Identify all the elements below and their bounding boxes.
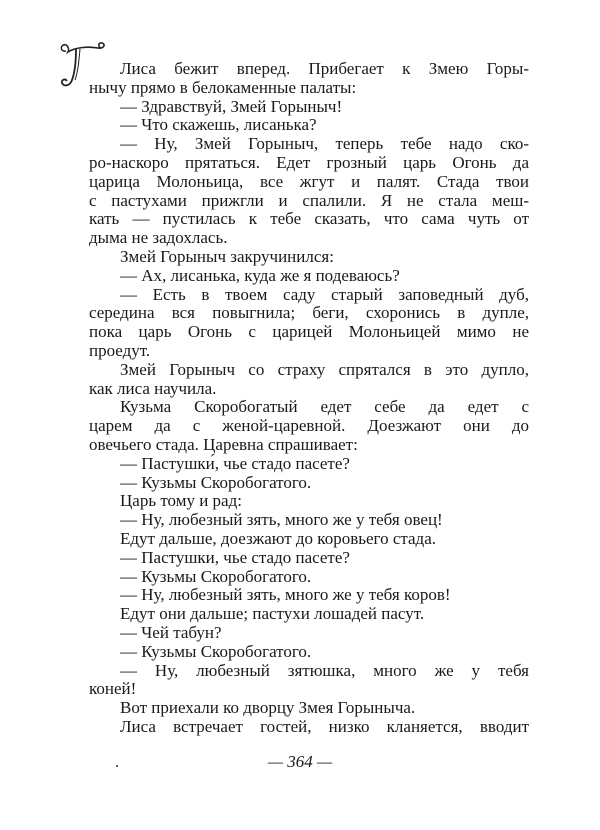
text-line: ро-наскоро прятаться. Едет грозный царь Огонь да	[89, 152, 529, 172]
text-line: Змей Горыныч со страху спрятался в это дупло,	[120, 359, 529, 379]
text-line: — Есть в твоем саду старый заповедный дуб,	[120, 284, 529, 304]
text-line: — Кузьмы Скоробогатого.	[120, 566, 312, 586]
text-line: — Чей табун?	[120, 622, 222, 642]
text-line: царем да с женой-царевной. Доезжают они до	[89, 416, 529, 436]
text-line: проедут.	[89, 340, 151, 360]
text-line: Кузьма Скоробогатый едет себе да едет с	[120, 397, 529, 417]
text-line: — Кузьмы Скоробогатого.	[120, 472, 312, 492]
text-line: нычу прямо в белокаменные палаты:	[89, 77, 357, 97]
text-line: Змей Горыныч закручинился:	[120, 246, 334, 266]
text-line: кать — пустилась к тебе сказать, что сама чуть от	[89, 209, 529, 229]
text-line: Лиса бежит вперед. Прибегает к Змею Горы-	[120, 59, 529, 78]
text-line: — Ну, Змей Горыныч, теперь тебе надо ско-	[120, 134, 529, 154]
text-line: царица Молоньица, все жгут и палят. Стада твои	[89, 171, 529, 191]
text-line: Едут они дальше; пастухи лошадей пасут.	[120, 604, 425, 624]
text-line: Лиса встречает гостей, низко кланяется, вводит	[120, 716, 529, 736]
body-text	[89, 60, 529, 737]
text-line: коней!	[89, 679, 137, 699]
text-line: с пастухами прижгли и спалили. Я не стала меш-	[89, 190, 529, 210]
text-line: — Ну, любезный зятюшка, много же у тебя	[120, 660, 529, 680]
text-line: — Ну, любезный зять, много же у тебя овец!	[120, 510, 443, 530]
text-line: — Здравствуй, Змей Горыныч!	[120, 96, 343, 116]
page-number: — 364 —	[267, 752, 333, 771]
text-line: овечьего стада. Царевна спрашивает:	[89, 434, 358, 454]
text-line: — Ах, лисанька, куда же я подеваюсь?	[120, 265, 400, 285]
text-line: как лиса научила.	[89, 378, 217, 398]
text-line: дыма не задохлась.	[89, 228, 228, 248]
text-line: Едут дальше, доезжают до коровьего стада.	[120, 528, 436, 548]
text-line: Царь тому и рад:	[120, 491, 242, 511]
text-line: — Пастушки, чье стадо пасете?	[120, 547, 350, 567]
text-line: середина вся повыгнила; беги, схоронись в дупле,	[89, 303, 529, 323]
text-line: — Ну, любезный зять, много же у тебя коров!	[120, 585, 451, 605]
text-line: пока царь Огонь с царицей Молоньицей мимо не	[89, 322, 529, 342]
text-line: — Кузьмы Скоробогатого.	[120, 641, 312, 661]
text-line: — Пастушки́, чье стадо пасете?	[120, 453, 350, 473]
text-line: — Что скажешь, лисанька?	[120, 115, 317, 135]
text-line: Вот приехали ко дворцу Змея Горыныча.	[120, 698, 416, 718]
